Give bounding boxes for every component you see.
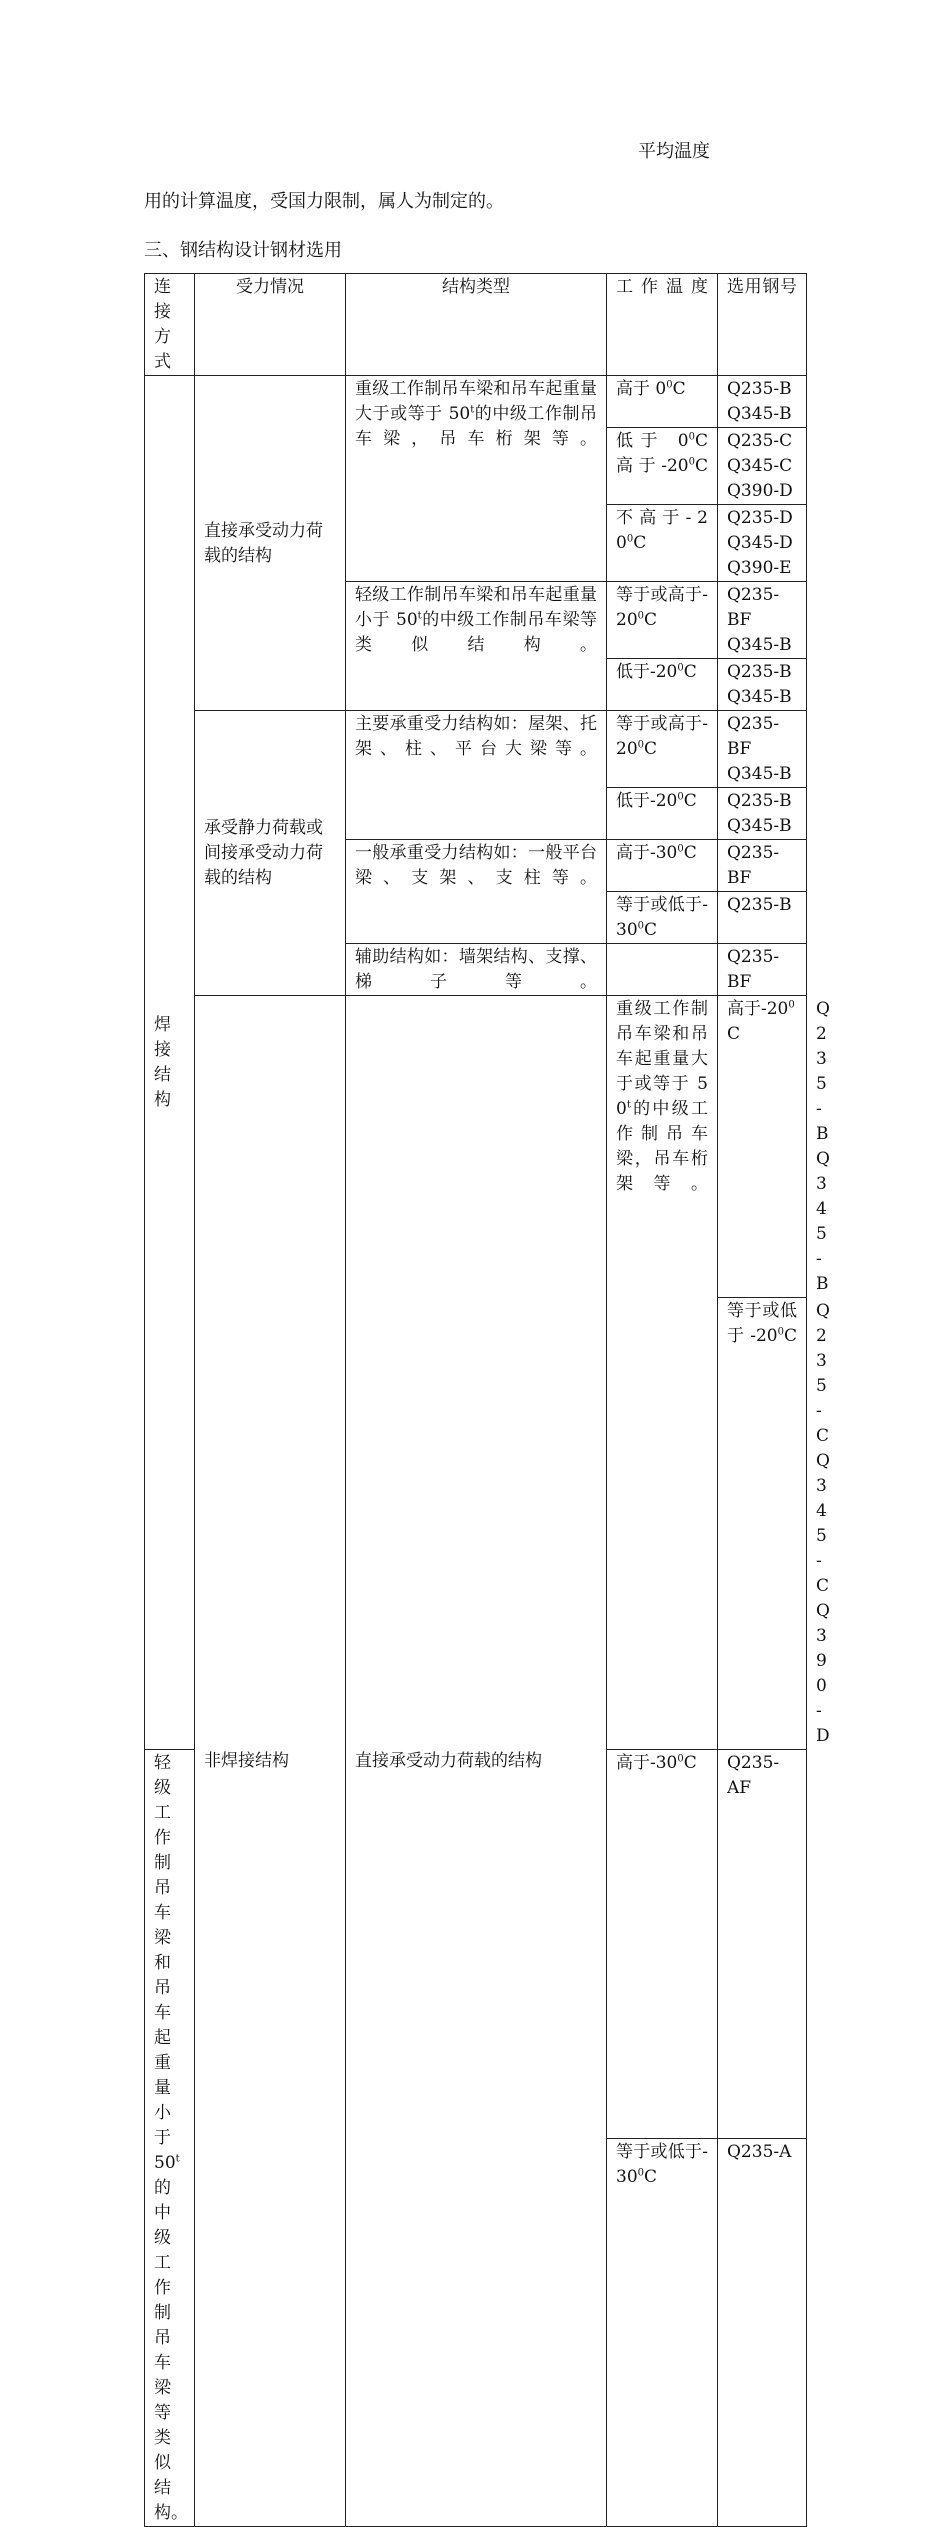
conn-welded: 焊接结构 <box>145 376 195 1750</box>
temp-cell: 等于或低于$-20^0C$ <box>718 1298 807 1750</box>
steel-cell: Q235-B Q345-B <box>718 659 807 711</box>
type-light-crane-beam: 轻级工作制吊车梁和吊车起重量小于 50$^t$的中级工作制吊车梁等类似结构。 <box>346 582 607 711</box>
type-heavy-crane-beam: 重级工作制吊车梁和吊车起重量大于或等于 50$^t$的中级工作制吊车梁，吊车桁架等。 <box>346 376 607 582</box>
steel-cell: Q235-B Q345-B <box>718 376 807 428</box>
steel-cell: Q235-B Q345-B <box>718 788 807 840</box>
steel-cell: Q235- BF <box>718 840 807 892</box>
steel-cell: Q235- AF <box>718 1750 807 2139</box>
temp-cell-empty <box>607 944 718 996</box>
type-main-bearing: 主要承重受力结构如：屋架、托架、柱、平台大梁等。 <box>346 711 607 840</box>
table-row: 等于或低于$-20^0C$ Q235-C Q345-C Q390-D <box>145 1298 807 1750</box>
header-connection-method: 连接方式 <box>145 274 195 376</box>
temp-cell: 低于 $0^0C$ 高于$-20^0C$ <box>607 428 718 505</box>
temp-cell: 等于或低于$-30^0C$ <box>607 892 718 944</box>
temp-cell: 等于或高于$-20^0C$ <box>607 582 718 659</box>
steel-cell: Q235-D Q345-D Q390-E <box>718 505 807 582</box>
temp-cell: 高于$-20^0C$ <box>718 996 807 1298</box>
table-header-row <box>145 274 807 376</box>
steel-cell: Q235- BF <box>718 944 807 996</box>
type-auxiliary: 辅助结构如：墙架结构、支撑、梯子等。 <box>346 944 607 996</box>
table-row <box>145 711 807 788</box>
steel-cell: Q235-A <box>718 2138 807 2527</box>
force-direct-dynamic: 直接承受动力荷载的结构 <box>195 376 346 711</box>
steel-cell: Q235- BF Q345-B <box>718 582 807 659</box>
temp-cell: 低于$-20^0C$ <box>607 788 718 840</box>
force-direct-dynamic-nonwelded: 直接承受动力荷载的结构 <box>346 996 607 2527</box>
temp-cell: 高于$-30^0C$ <box>607 1750 718 2139</box>
steel-cell: Q235-B <box>718 892 807 944</box>
header-steel-grade: 选用钢号 <box>718 274 807 376</box>
table-row <box>145 376 807 428</box>
temp-cell: 高于 $0^0C$ <box>607 376 718 428</box>
temp-cell: 等于或高于$-20^0C$ <box>607 711 718 788</box>
temp-cell: 低于$-20^0C$ <box>607 659 718 711</box>
steel-cell: Q235-C Q345-C Q390-D <box>718 428 807 505</box>
header-force-condition: 受力情况 <box>195 274 346 376</box>
type-general-bearing: 一般承重受力结构如：一般平台梁、支架、支柱等。 <box>346 840 607 944</box>
header-working-temperature: 工作温度 <box>607 274 718 376</box>
average-temperature-text: 平均温度 <box>638 141 710 162</box>
temp-cell: 等于或低于$-30^0C$ <box>607 2138 718 2527</box>
calculation-temperature-line: 用的计算温度，受国力限制，属人为制定的。 <box>144 191 504 212</box>
header-structure-type: 结构类型 <box>346 274 607 376</box>
steel-selection-table <box>144 273 830 2527</box>
temp-cell: 高于$-30^0C$ <box>607 840 718 892</box>
force-static-load: 承受静力荷载或间接承受动力荷载的结构 <box>195 711 346 996</box>
section-heading: 三、钢结构设计钢材选用 <box>144 240 342 261</box>
table-row: 非焊接结构 直接承受动力荷载的结构 重级工作制吊车梁和吊车起重量大于或等于 50$^t$的中级工作制吊车梁，吊车桁架等。 高于$-20^0C$ Q235-B Q345-B <box>145 996 807 1298</box>
conn-nonwelded: 非焊接结构 <box>195 996 346 2527</box>
temp-cell: 不 高 于 - $20^0C$ <box>607 505 718 582</box>
steel-cell: Q235- BF Q345-B <box>718 711 807 788</box>
type-light-crane-beam-nonwelded: 轻级工作制吊车梁和吊车起重量小于 50$^t$的中级工作制吊车梁等类似结构。 <box>145 1750 195 2527</box>
type-heavy-crane-beam-nonwelded: 重级工作制吊车梁和吊车起重量大于或等于 50$^t$的中级工作制吊车梁，吊车桁架等。 <box>607 996 718 1750</box>
